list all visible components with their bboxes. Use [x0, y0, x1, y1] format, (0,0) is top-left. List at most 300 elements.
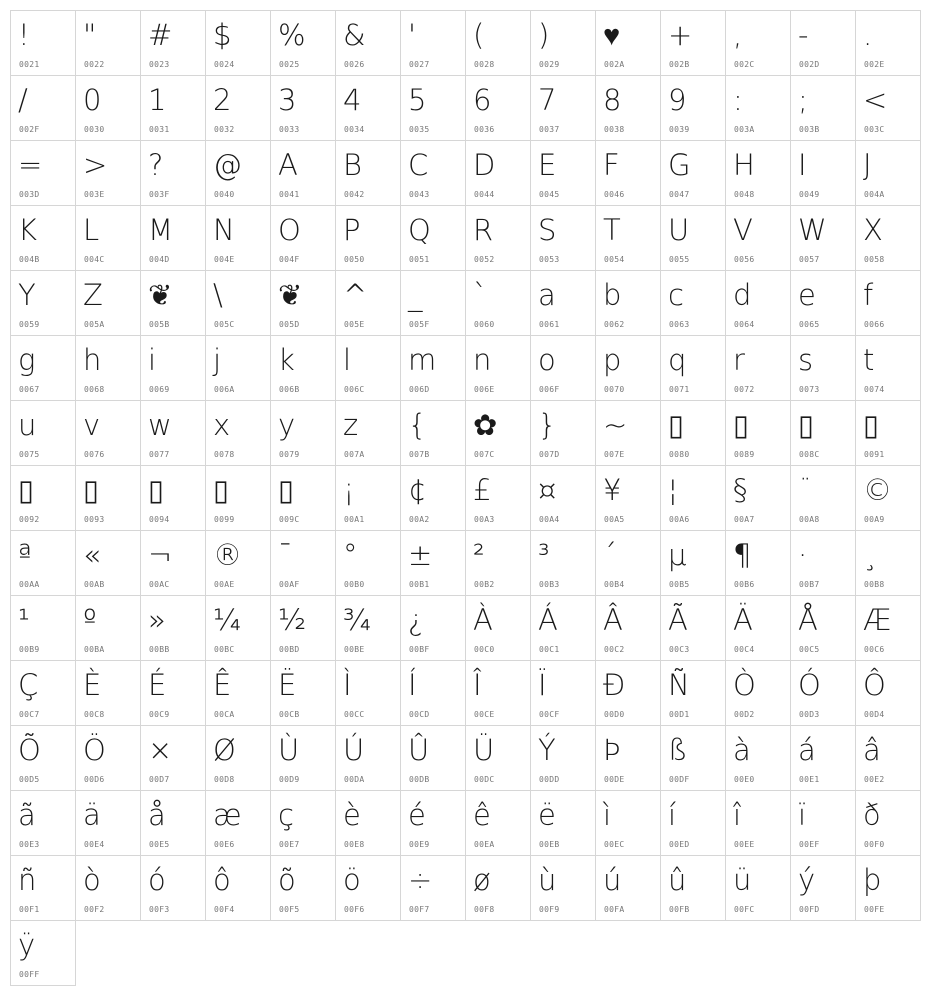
glyph-cell — [725, 530, 791, 596]
codepoint-label: 0072 — [734, 385, 755, 394]
glyph-cell — [660, 530, 726, 596]
codepoint-label: 00E5 — [149, 840, 170, 849]
glyph-cell — [140, 595, 206, 661]
codepoint-label: 0021 — [19, 60, 40, 69]
codepoint-label: 0069 — [149, 385, 170, 394]
codepoint-label: 00B9 — [19, 645, 40, 654]
glyph-chart-grid — [10, 10, 920, 985]
glyph-cell — [465, 855, 531, 921]
codepoint-label: 0044 — [474, 190, 495, 199]
glyph-sample: Ì — [343, 668, 352, 702]
codepoint-label: 002F — [19, 125, 40, 134]
glyph-cell — [335, 790, 401, 856]
glyph-sample: e — [798, 278, 816, 312]
codepoint-label: 005C — [214, 320, 235, 329]
glyph-sample: d — [733, 278, 752, 312]
codepoint-label: 0062 — [604, 320, 625, 329]
codepoint-label: 0024 — [214, 60, 235, 69]
glyph-sample: ° — [343, 538, 358, 572]
glyph-cell — [725, 725, 791, 791]
glyph-cell — [855, 465, 921, 531]
codepoint-label: 00B8 — [864, 580, 885, 589]
codepoint-label: 0045 — [539, 190, 560, 199]
glyph-cell — [400, 465, 466, 531]
glyph-sample: Ý — [538, 733, 556, 767]
glyph-cell — [790, 725, 856, 791]
codepoint-label: 00BA — [84, 645, 105, 654]
glyph-cell — [530, 400, 596, 466]
glyph-cell — [400, 140, 466, 206]
glyph-sample: 6 — [473, 83, 492, 117]
glyph-cell — [75, 660, 141, 726]
glyph-cell — [790, 270, 856, 336]
glyph-cell — [530, 270, 596, 336]
codepoint-label: 00AC — [149, 580, 170, 589]
glyph-sample: ½ — [278, 603, 307, 637]
codepoint-label: 006F — [539, 385, 560, 394]
codepoint-label: 00F5 — [279, 905, 300, 914]
codepoint-label: 0043 — [409, 190, 430, 199]
glyph-sample: L — [83, 213, 100, 247]
codepoint-label: 0031 — [149, 125, 170, 134]
glyph-sample: w — [148, 408, 172, 442]
glyph-sample: T — [603, 213, 621, 247]
codepoint-label: 00B0 — [344, 580, 365, 589]
glyph-cell — [205, 725, 271, 791]
codepoint-label: 0064 — [734, 320, 755, 329]
glyph-sample: û — [668, 863, 687, 897]
glyph-sample: ¸ — [863, 538, 878, 572]
glyph-sample: ç — [278, 798, 294, 832]
codepoint-label: 0036 — [474, 125, 495, 134]
glyph-cell — [335, 10, 401, 76]
glyph-sample: J — [863, 148, 872, 182]
glyph-cell — [205, 855, 271, 921]
glyph-cell — [465, 465, 531, 531]
codepoint-label: 0099 — [214, 515, 235, 524]
glyph-cell — [465, 270, 531, 336]
glyph-cell — [530, 855, 596, 921]
glyph-cell — [660, 400, 726, 466]
glyph-sample: @ — [213, 148, 242, 182]
glyph-sample: § — [733, 473, 748, 507]
codepoint-label: 0047 — [669, 190, 690, 199]
codepoint-label: 00F6 — [344, 905, 365, 914]
glyph-cell — [270, 725, 336, 791]
glyph-cell — [595, 855, 661, 921]
glyph-sample: © — [863, 473, 892, 507]
glyph-cell — [465, 335, 531, 401]
glyph-sample: ❦ — [278, 278, 303, 312]
glyph-sample: 4 — [343, 83, 362, 117]
glyph-sample: # — [148, 18, 173, 52]
glyph-cell — [660, 660, 726, 726]
glyph-cell — [530, 790, 596, 856]
glyph-sample: ▯ — [213, 473, 229, 507]
codepoint-label: 00CF — [539, 710, 560, 719]
glyph-sample: È — [83, 668, 102, 702]
codepoint-label: 00E7 — [279, 840, 300, 849]
codepoint-label: 0068 — [84, 385, 105, 394]
glyph-sample: ì — [603, 798, 612, 832]
codepoint-label: 0040 — [214, 190, 235, 199]
glyph-sample: ¯ — [278, 538, 293, 572]
glyph-sample: S — [538, 213, 557, 247]
glyph-sample: { — [408, 408, 427, 442]
glyph-cell — [140, 270, 206, 336]
codepoint-label: 007A — [344, 450, 365, 459]
codepoint-label: 0050 — [344, 255, 365, 264]
glyph-sample: Ü — [473, 733, 495, 767]
codepoint-label: 00D7 — [149, 775, 170, 784]
codepoint-label: 00F7 — [409, 905, 430, 914]
codepoint-label: 0089 — [734, 450, 755, 459]
codepoint-label: 00C4 — [734, 645, 755, 654]
glyph-cell — [530, 10, 596, 76]
codepoint-label: 00B4 — [604, 580, 625, 589]
glyph-sample: Î — [473, 668, 482, 702]
glyph-sample: - — [798, 18, 809, 52]
glyph-sample: + — [668, 18, 693, 52]
codepoint-label: 00BB — [149, 645, 170, 654]
glyph-sample: ? — [148, 148, 164, 182]
codepoint-label: 0074 — [864, 385, 885, 394]
glyph-sample: ß — [668, 733, 688, 767]
codepoint-label: 0070 — [604, 385, 625, 394]
glyph-cell — [725, 335, 791, 401]
glyph-sample: s — [798, 343, 814, 377]
glyph-sample: x — [213, 408, 231, 442]
glyph-cell — [270, 400, 336, 466]
glyph-sample: ¥ — [603, 473, 622, 507]
glyph-cell — [205, 140, 271, 206]
glyph-cell — [10, 335, 76, 401]
glyph-cell — [270, 140, 336, 206]
glyph-cell — [465, 205, 531, 271]
glyph-cell — [75, 855, 141, 921]
glyph-sample: v — [83, 408, 101, 442]
glyph-sample: V — [733, 213, 753, 247]
codepoint-label: 005E — [344, 320, 365, 329]
glyph-cell — [465, 530, 531, 596]
codepoint-label: 007C — [474, 450, 495, 459]
glyph-sample: i — [148, 343, 157, 377]
glyph-sample: K — [18, 213, 38, 247]
glyph-sample: ø — [473, 863, 491, 897]
glyph-sample: % — [278, 18, 306, 52]
glyph-cell — [10, 270, 76, 336]
glyph-cell — [725, 790, 791, 856]
glyph-cell — [790, 140, 856, 206]
glyph-cell — [790, 465, 856, 531]
glyph-cell — [10, 10, 76, 76]
codepoint-label: 00A8 — [799, 515, 820, 524]
glyph-cell — [75, 75, 141, 141]
glyph-sample: ▯ — [863, 408, 879, 442]
glyph-cell — [855, 140, 921, 206]
glyph-sample: ¢ — [408, 473, 427, 507]
glyph-cell — [530, 725, 596, 791]
glyph-cell — [855, 660, 921, 726]
glyph-sample: Q — [408, 213, 431, 247]
glyph-cell — [400, 270, 466, 336]
glyph-sample: æ — [213, 798, 242, 832]
glyph-cell — [855, 10, 921, 76]
codepoint-label: 00DC — [474, 775, 495, 784]
glyph-cell — [855, 270, 921, 336]
glyph-cell — [270, 855, 336, 921]
codepoint-label: 00B6 — [734, 580, 755, 589]
codepoint-label: 006A — [214, 385, 235, 394]
codepoint-label: 00E9 — [409, 840, 430, 849]
glyph-cell — [75, 10, 141, 76]
glyph-sample: ¹ — [18, 603, 30, 637]
glyph-cell — [10, 400, 76, 466]
codepoint-label: 0092 — [19, 515, 40, 524]
codepoint-label: 00B7 — [799, 580, 820, 589]
glyph-sample: t — [863, 343, 875, 377]
codepoint-label: 006D — [409, 385, 430, 394]
codepoint-label: 00C9 — [149, 710, 170, 719]
glyph-sample: X — [863, 213, 883, 247]
glyph-sample: ; — [798, 83, 808, 117]
glyph-sample: / — [18, 83, 28, 117]
glyph-cell — [335, 335, 401, 401]
glyph-sample: õ — [278, 863, 296, 897]
glyph-cell — [270, 335, 336, 401]
glyph-cell — [595, 400, 661, 466]
glyph-sample: ▯ — [278, 473, 294, 507]
glyph-sample: O — [278, 213, 301, 247]
glyph-cell — [335, 465, 401, 531]
codepoint-label: 007D — [539, 450, 560, 459]
glyph-cell — [10, 205, 76, 271]
codepoint-label: 0073 — [799, 385, 820, 394]
glyph-cell — [140, 75, 206, 141]
glyph-sample: Ë — [278, 668, 297, 702]
codepoint-label: 00D5 — [19, 775, 40, 784]
glyph-cell — [75, 530, 141, 596]
glyph-cell — [790, 855, 856, 921]
codepoint-label: 002D — [799, 60, 820, 69]
glyph-sample: 3 — [278, 83, 297, 117]
glyph-sample: ¬ — [148, 538, 173, 572]
glyph-cell — [400, 335, 466, 401]
glyph-sample: » — [148, 603, 166, 637]
glyph-sample: G — [668, 148, 691, 182]
codepoint-label: 00C2 — [604, 645, 625, 654]
codepoint-label: 0033 — [279, 125, 300, 134]
glyph-sample: µ — [668, 538, 687, 572]
glyph-sample: Y — [18, 278, 36, 312]
glyph-cell — [205, 595, 271, 661]
glyph-sample: m — [408, 343, 437, 377]
glyph-cell — [595, 725, 661, 791]
codepoint-label: 0054 — [604, 255, 625, 264]
codepoint-label: 00B3 — [539, 580, 560, 589]
codepoint-label: 00A5 — [604, 515, 625, 524]
glyph-sample: ã — [18, 798, 36, 832]
codepoint-label: 00CE — [474, 710, 495, 719]
codepoint-label: 00FF — [19, 970, 40, 979]
glyph-cell — [335, 75, 401, 141]
glyph-sample: } — [538, 408, 557, 442]
glyph-cell — [140, 790, 206, 856]
glyph-cell — [660, 465, 726, 531]
glyph-cell — [660, 10, 726, 76]
glyph-sample: r — [733, 343, 745, 377]
codepoint-label: 00C0 — [474, 645, 495, 654]
codepoint-label: 007E — [604, 450, 625, 459]
codepoint-label: 005A — [84, 320, 105, 329]
codepoint-label: 0039 — [669, 125, 690, 134]
codepoint-label: 0060 — [474, 320, 495, 329]
codepoint-label: 00C6 — [864, 645, 885, 654]
codepoint-label: 007B — [409, 450, 430, 459]
codepoint-label: 003E — [84, 190, 105, 199]
codepoint-label: 00EE — [734, 840, 755, 849]
glyph-sample: y — [278, 408, 296, 442]
glyph-cell — [205, 400, 271, 466]
codepoint-label: 00C8 — [84, 710, 105, 719]
glyph-sample: ± — [408, 538, 433, 572]
glyph-cell — [10, 855, 76, 921]
glyph-sample: , — [733, 18, 743, 52]
glyph-sample: ¤ — [538, 473, 557, 507]
glyph-cell — [75, 725, 141, 791]
glyph-sample: Ï — [538, 668, 547, 702]
glyph-sample: ú — [603, 863, 622, 897]
codepoint-label: 002C — [734, 60, 755, 69]
glyph-cell — [790, 10, 856, 76]
glyph-sample: ▯ — [18, 473, 34, 507]
codepoint-label: 0071 — [669, 385, 690, 394]
glyph-cell — [400, 595, 466, 661]
glyph-sample: Ù — [278, 733, 300, 767]
glyph-sample: Ø — [213, 733, 236, 767]
glyph-sample: Z — [83, 278, 103, 312]
codepoint-label: 003D — [19, 190, 40, 199]
codepoint-label: 00DE — [604, 775, 625, 784]
glyph-sample: ö — [343, 863, 361, 897]
codepoint-label: 0049 — [799, 190, 820, 199]
codepoint-label: 00DB — [409, 775, 430, 784]
codepoint-label: 002B — [669, 60, 690, 69]
glyph-sample: n — [473, 343, 492, 377]
codepoint-label: 00DF — [669, 775, 690, 784]
glyph-sample: « — [83, 538, 101, 572]
codepoint-label: 00D3 — [799, 710, 820, 719]
glyph-cell — [660, 335, 726, 401]
codepoint-label: 0037 — [539, 125, 560, 134]
glyph-cell — [530, 660, 596, 726]
glyph-sample: £ — [473, 473, 492, 507]
glyph-cell — [595, 10, 661, 76]
glyph-cell — [270, 270, 336, 336]
codepoint-label: 00CD — [409, 710, 430, 719]
glyph-sample: _ — [408, 278, 423, 312]
glyph-sample: ý — [798, 863, 816, 897]
codepoint-label: 0091 — [864, 450, 885, 459]
glyph-cell — [140, 855, 206, 921]
glyph-sample: í — [668, 798, 677, 832]
codepoint-label: 00F4 — [214, 905, 235, 914]
codepoint-label: 00AB — [84, 580, 105, 589]
glyph-sample: Ú — [343, 733, 365, 767]
glyph-sample: 0 — [83, 83, 102, 117]
codepoint-label: 0056 — [734, 255, 755, 264]
glyph-cell — [855, 725, 921, 791]
glyph-sample: Ô — [863, 668, 886, 702]
codepoint-label: 00FA — [604, 905, 625, 914]
glyph-sample: ð — [863, 798, 881, 832]
codepoint-label: 00F2 — [84, 905, 105, 914]
codepoint-label: 00D2 — [734, 710, 755, 719]
glyph-sample: k — [278, 343, 295, 377]
glyph-cell — [595, 595, 661, 661]
codepoint-label: 00E3 — [19, 840, 40, 849]
glyph-cell — [725, 270, 791, 336]
glyph-cell — [140, 725, 206, 791]
codepoint-label: 006C — [344, 385, 365, 394]
glyph-cell — [595, 790, 661, 856]
codepoint-label: 00F9 — [539, 905, 560, 914]
codepoint-label: 00D8 — [214, 775, 235, 784]
glyph-sample: 7 — [538, 83, 557, 117]
glyph-sample: É — [148, 668, 167, 702]
glyph-sample: ò — [83, 863, 101, 897]
glyph-cell — [205, 75, 271, 141]
codepoint-label: 00A1 — [344, 515, 365, 524]
codepoint-label: 00CA — [214, 710, 235, 719]
glyph-cell — [400, 205, 466, 271]
codepoint-label: 004D — [149, 255, 170, 264]
glyph-cell — [10, 920, 76, 986]
codepoint-label: 00AF — [279, 580, 300, 589]
glyph-sample: Á — [538, 603, 558, 637]
codepoint-label: 00D0 — [604, 710, 625, 719]
glyph-cell — [140, 335, 206, 401]
codepoint-label: 00DA — [344, 775, 365, 784]
glyph-cell — [335, 725, 401, 791]
glyph-cell — [465, 595, 531, 661]
codepoint-label: 0078 — [214, 450, 235, 459]
codepoint-label: 0075 — [19, 450, 40, 459]
codepoint-label: 00A2 — [409, 515, 430, 524]
glyph-sample: R — [473, 213, 494, 247]
glyph-sample: ¿ — [408, 603, 424, 637]
glyph-sample: î — [733, 798, 742, 832]
codepoint-label: 00BE — [344, 645, 365, 654]
glyph-sample: ô — [213, 863, 231, 897]
glyph-cell — [270, 595, 336, 661]
glyph-sample: Ä — [733, 603, 753, 637]
codepoint-label: 0080 — [669, 450, 690, 459]
glyph-cell — [855, 855, 921, 921]
glyph-cell — [790, 335, 856, 401]
glyph-cell — [725, 595, 791, 661]
codepoint-label: 005D — [279, 320, 300, 329]
codepoint-label: 003F — [149, 190, 170, 199]
codepoint-label: 00ED — [669, 840, 690, 849]
codepoint-label: 00D4 — [864, 710, 885, 719]
glyph-sample: f — [863, 278, 874, 312]
glyph-cell — [530, 530, 596, 596]
glyph-cell — [790, 790, 856, 856]
glyph-sample: M — [148, 213, 174, 247]
glyph-sample: ÷ — [408, 863, 433, 897]
codepoint-label: 0055 — [669, 255, 690, 264]
